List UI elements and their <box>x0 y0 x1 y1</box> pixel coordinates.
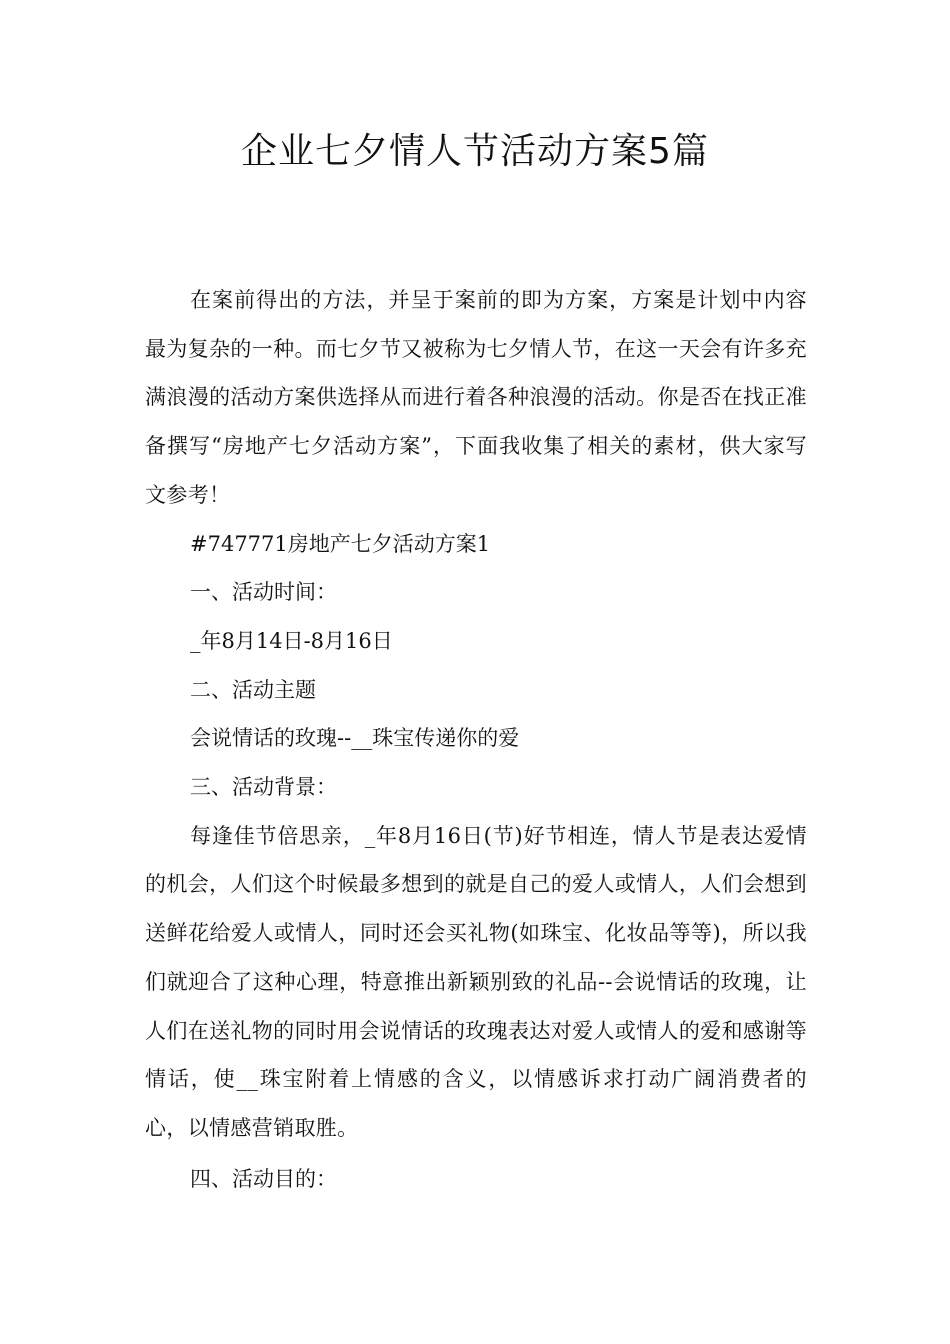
intro-paragraph: 在案前得出的方法，并呈于案前的即为方案，方案是计划中内容最为复杂的一种。而七夕节又被称为七夕情人节，在这一天会有许多充满浪漫的活动方案供选择从而进行着各种浪漫的活动。你是否在找正准备撰写“房地产七夕活动方案”，下面我收集了相关的素材，供大家写文参考！ <box>145 288 807 507</box>
item2-heading: 二、活动主题 <box>190 677 316 702</box>
item3-heading: 三、活动背景： <box>190 775 337 800</box>
item4-heading: 四、活动目的： <box>190 1166 337 1191</box>
item1-heading: 一、活动时间： <box>190 580 337 605</box>
section-heading: #747771房地产七夕活动方案1 <box>190 531 491 556</box>
item1-text: _年8月14日-8月16日 <box>190 628 393 653</box>
document-title: 企业七夕情人节活动方案5篇 <box>241 131 709 172</box>
document-body <box>145 276 807 1203</box>
item3-paragraph: 每逢佳节倍思亲，_年8月16日(节)好节相连，情人节是表达爱情的机会，人们这个时候最多想到的就是自己的爱人或情人，人们会想到送鲜花给爱人或情人，同时还会买礼物(如珠宝、化妆品等等)，所以我们就迎合了这种心理，特意推出新颖别致的礼品--会说情话的玫瑰，让人们在送礼物的同时用会说情话的玫瑰表达对爱人或情人的爱和感谢等情话，使__珠宝附着上情感的含义，以情感诉求打动广阔消费者的心，以情感营销取胜。 <box>145 823 807 1140</box>
item2-text: 会说情话的玫瑰--__珠宝传递你的爱 <box>190 726 520 751</box>
